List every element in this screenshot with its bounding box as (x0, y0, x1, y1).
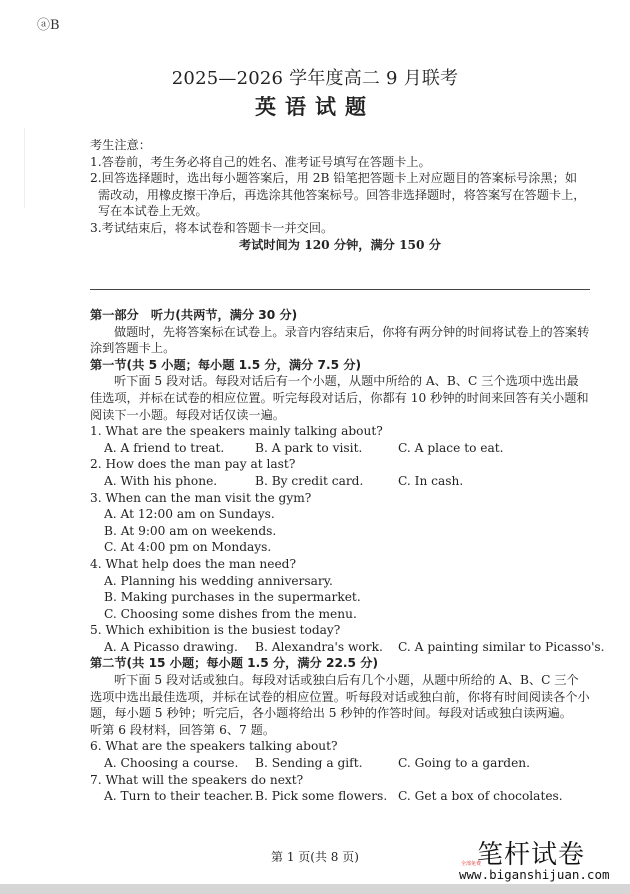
part1-content (90, 307, 605, 805)
question-2: 2. How does the man pay at last? (90, 457, 296, 472)
section2-instruction: 听下面 5 段对话或独白。每段对话或独白后有几个小题，从题中所给的 A、B、C 三个选项中选出最佳选项，并标在试卷的相应位置。听每段对话或独白前，你将有时间阅读各个小题，每小题 5 秒钟；听完后，各小题将给出 5 秒钟的作答时间。每段对话或独白读两遍。 (90, 673, 590, 721)
part1-heading: 第一部分 听力(共两节，满分 30 分) (90, 308, 298, 322)
option-c: C. Going to a garden. (398, 756, 531, 771)
option-b: B. Alexandra's work. (255, 639, 383, 654)
question-4: 4. What help does the man need? (90, 556, 297, 571)
notice-item-2-cont: 需改动，用橡皮擦干净后，再选涂其他答案标号。回答非选择题时，将答案写在答题卡上， (98, 187, 586, 202)
option-a: A. A friend to treat. (104, 440, 225, 455)
notice-item-1: 1.答卷前，考生务必将自己的姓名、准考证号填写在答题卡上。 (90, 154, 431, 169)
question-2-options (90, 473, 590, 490)
option-c: C. A place to eat. (398, 440, 504, 455)
exam-title: 2025—2026 学年度高二 9 月联考 (171, 68, 459, 89)
question-3: 3. When can the man visit the gym? (90, 490, 312, 505)
notice-item-3: 3.考试结束后，将本试卷和答题卡一并交回。 (90, 220, 334, 235)
section2-heading: 第二节(共 15 小题；每小题 1.5 分，满分 22.5 分) (90, 656, 379, 671)
bottom-bar (0, 884, 630, 894)
option-c: C. In cash. (398, 473, 464, 488)
option-a: A. Planning his wedding anniversary. (104, 573, 333, 588)
question-5-options (90, 639, 605, 656)
option-c: C. A painting similar to Picasso's. (398, 639, 605, 654)
watermark (455, 836, 630, 884)
option-b: B. A park to visit. (255, 440, 363, 455)
option-a: A. Choosing a course. (104, 756, 239, 771)
section1-instruction: 听下面 5 段对话。每段对话后有一个小题，从题中所给的 A、B、C 三个选项中选出最佳选项，并标在试卷的相应位置。听完每段对话后，你都有 10 秒钟的时间来回答有关小题和阅读下一小题。每段对话仅读一遍。 (90, 374, 589, 422)
question-7: 7. What will the speakers do next? (90, 772, 304, 787)
option-a: A. Turn to their teacher. (104, 789, 254, 804)
option-b: B. By credit card. (255, 473, 364, 488)
option-c: C. Get a box of chocolates. (398, 789, 563, 804)
watermark-title: 笔杆试卷 (477, 840, 586, 870)
corner-mark: ⓐB (37, 18, 60, 33)
option-a: A. With his phone. (104, 473, 218, 488)
question-7-options (90, 788, 590, 805)
section1-heading: 第一节(共 5 小题；每小题 1.5 分，满分 7.5 分) (90, 357, 362, 372)
watermark-url: www.biganshijuan.com (459, 867, 610, 882)
notice-heading: 考生注意： (90, 138, 151, 152)
question-1-options (90, 440, 590, 457)
question-1: 1. What are the speakers mainly talking about? (90, 424, 383, 439)
question-5: 5. Which exhibition is the busiest today? (90, 623, 341, 638)
option-a: A. A Picasso drawing. (104, 639, 238, 654)
option-c: C. At 4:00 pm on Mondays. (104, 540, 272, 555)
option-b: B. Pick some flowers. (255, 789, 388, 804)
subject-title: 英语试题 (255, 95, 375, 119)
page-number: 第 1 页(共 8 页) (271, 850, 359, 864)
option-b: B. Making purchases in the supermarket. (104, 590, 361, 605)
part1-instruction: 做题时，先将答案标在试卷上。录音内容结束后，你将有两分钟的时间将试卷上的答案转涂到答题卡上。 (90, 324, 590, 356)
option-b: B. Sending a gift. (255, 756, 363, 771)
option-c: C. Choosing some dishes from the menu. (104, 606, 357, 621)
notice-item-2-cont2: 写在本试卷上无效。 (98, 204, 208, 219)
notice-item-2: 2.回答选择题时，选出每小题答案后，用 2B 铅笔把答题卡上对应题目的答案标号涂黑；如 (90, 171, 578, 186)
notice-block (90, 137, 590, 253)
watermark-red-tag: 全部免费 (461, 861, 482, 867)
exam-time-info: 考试时间为 120 分钟，满分 150 分 (239, 237, 441, 252)
question-6-options (90, 755, 590, 772)
question-6: 6. What are the speakers talking about? (90, 739, 338, 754)
divider (90, 289, 590, 290)
option-b: B. At 9:00 am on weekends. (104, 523, 277, 538)
option-a: A. At 12:00 am on Sundays. (104, 507, 275, 522)
scan-edge (24, 128, 25, 208)
material-note: 听第 6 段材料，回答第 6、7 题。 (90, 722, 276, 737)
